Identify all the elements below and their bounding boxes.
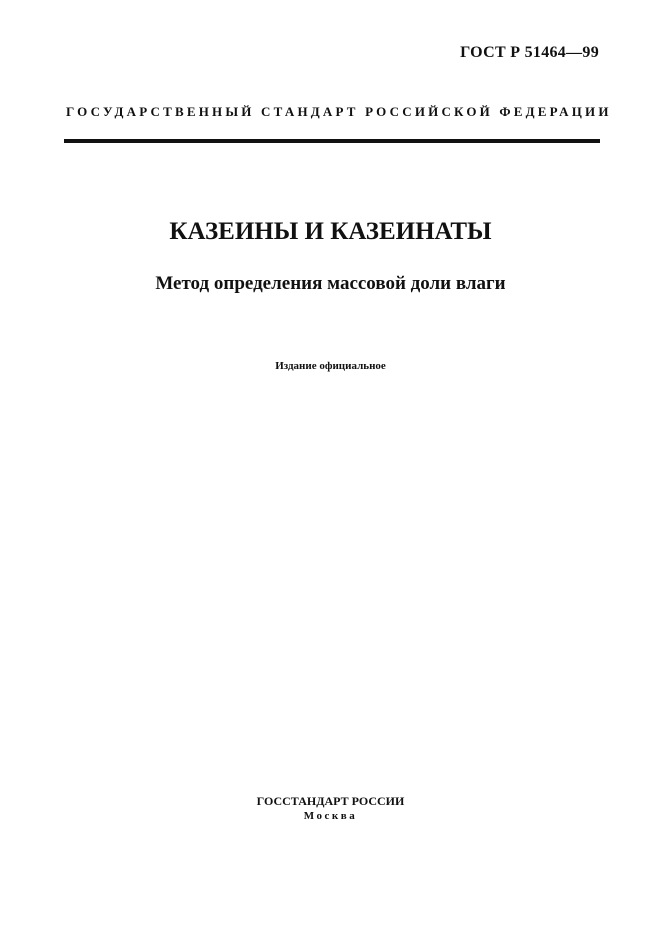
standard-header: ГОСУДАРСТВЕННЫЙ СТАНДАРТ РОССИЙСКОЙ ФЕДЕРАЦИИ [66, 104, 612, 119]
page-title: КАЗЕИНЫ И КАЗЕИНАТЫ [169, 218, 492, 245]
header-divider [64, 139, 600, 143]
publisher-name: ГОССТАНДАРТ РОССИИ [256, 794, 405, 808]
edition-label: Издание официальное [275, 360, 386, 372]
page-subtitle: Метод определения массовой доли влаги [155, 273, 506, 294]
publisher-city: Москва [303, 810, 358, 822]
document-number: ГОСТ Р 51464—99 [460, 44, 599, 61]
